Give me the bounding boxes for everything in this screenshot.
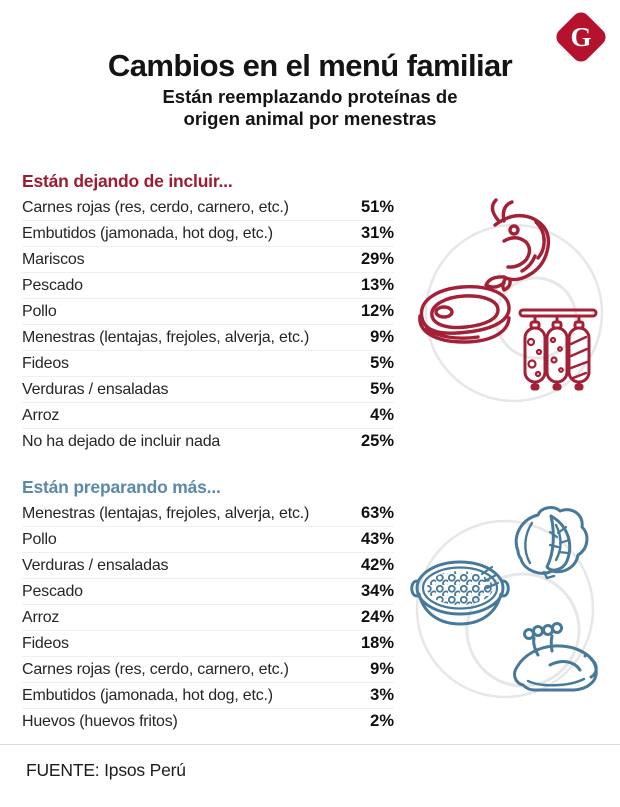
- row-value: 43%: [360, 530, 394, 548]
- blue-plate-illustration: [388, 497, 618, 722]
- row-label: Arroz: [22, 406, 60, 424]
- row-value: 18%: [360, 634, 394, 652]
- row-label: Menestras (lentajas, frejoles, alverja, etc.): [22, 504, 310, 522]
- row-label: Menestras (lentajas, frejoles, alverja, etc.): [22, 328, 310, 346]
- footer-divider: [0, 744, 620, 745]
- table-row: [22, 527, 394, 553]
- table-row: [22, 325, 394, 351]
- table-row: [22, 501, 394, 527]
- row-value: 2%: [370, 712, 394, 730]
- row-label: Arroz: [22, 608, 60, 626]
- row-label: Mariscos: [22, 250, 85, 268]
- row-label: Fideos: [22, 354, 69, 372]
- plate-circles-icon: [417, 521, 593, 697]
- table-row: [22, 683, 394, 709]
- row-label: Embutidos (jamonada, hot dog, etc.): [22, 686, 273, 704]
- table-row: [22, 403, 394, 429]
- row-label: Pescado: [22, 582, 83, 600]
- row-label: Carnes rojas (res, cerdo, carnero, etc.): [22, 198, 289, 216]
- row-value: 4%: [370, 406, 394, 424]
- row-value: 42%: [360, 556, 394, 574]
- row-value: 9%: [370, 328, 394, 346]
- row-value: 12%: [360, 302, 394, 320]
- table-row: [22, 195, 394, 221]
- row-label: Carnes rojas (res, cerdo, carnero, etc.): [22, 660, 289, 678]
- table-row: [22, 299, 394, 325]
- table-row: [22, 579, 394, 605]
- row-value: 63%: [360, 504, 394, 522]
- gestion-logo: [553, 9, 610, 66]
- row-label: Fideos: [22, 634, 69, 652]
- row-label: Verduras / ensaladas: [22, 556, 169, 574]
- row-value: 34%: [360, 582, 394, 600]
- row-value: 29%: [360, 250, 394, 268]
- table-row: [22, 377, 394, 403]
- row-label: Huevos (huevos fritos): [22, 712, 178, 730]
- table-row: [22, 553, 394, 579]
- table-row: [22, 221, 394, 247]
- page-title: Cambios en el menú familiar: [107, 47, 513, 83]
- sausages-icon: [520, 310, 596, 389]
- logo-letter: G: [570, 22, 592, 52]
- table-preparando-mas: [22, 501, 394, 734]
- table-row: [22, 605, 394, 631]
- page-subtitle: [0, 86, 620, 130]
- row-value: 9%: [370, 660, 394, 678]
- table-row: [22, 429, 394, 454]
- row-label: Embutidos (jamonada, hot dog, etc.): [22, 224, 273, 242]
- row-value: 25%: [360, 432, 394, 450]
- beans-bowl-icon: [412, 562, 509, 624]
- row-label: Pollo: [22, 302, 57, 320]
- shrimp-icon: [486, 200, 548, 290]
- row-value: 24%: [360, 608, 394, 626]
- table-row: [22, 247, 394, 273]
- row-value: 3%: [370, 686, 394, 704]
- row-label: Verduras / ensaladas: [22, 380, 169, 398]
- row-label: Pollo: [22, 530, 57, 548]
- cabbage-icon: [516, 508, 587, 578]
- row-label: Pescado: [22, 276, 83, 294]
- section-title-preparando: Están preparando más...: [22, 477, 221, 497]
- table-row: [22, 631, 394, 657]
- row-value: 5%: [370, 354, 394, 372]
- red-plate-illustration: [398, 186, 618, 424]
- row-label: No ha dejado de incluir nada: [22, 432, 221, 450]
- row-value: 5%: [370, 380, 394, 398]
- table-row: [22, 351, 394, 377]
- subtitle-line-1: Están reemplazando proteínas de: [162, 86, 458, 107]
- table-row: [22, 657, 394, 683]
- section-title-dejando: Están dejando de incluir...: [22, 171, 233, 191]
- source-text: FUENTE: Ipsos Perú: [26, 760, 186, 780]
- row-value: 51%: [360, 198, 394, 216]
- table-dejando-de-incluir: [22, 195, 394, 454]
- row-value: 31%: [360, 224, 394, 242]
- row-value: 13%: [360, 276, 394, 294]
- table-row: [22, 709, 394, 734]
- steak-icon: [420, 287, 509, 342]
- subtitle-line-2: origen animal por menestras: [183, 108, 437, 129]
- table-row: [22, 273, 394, 299]
